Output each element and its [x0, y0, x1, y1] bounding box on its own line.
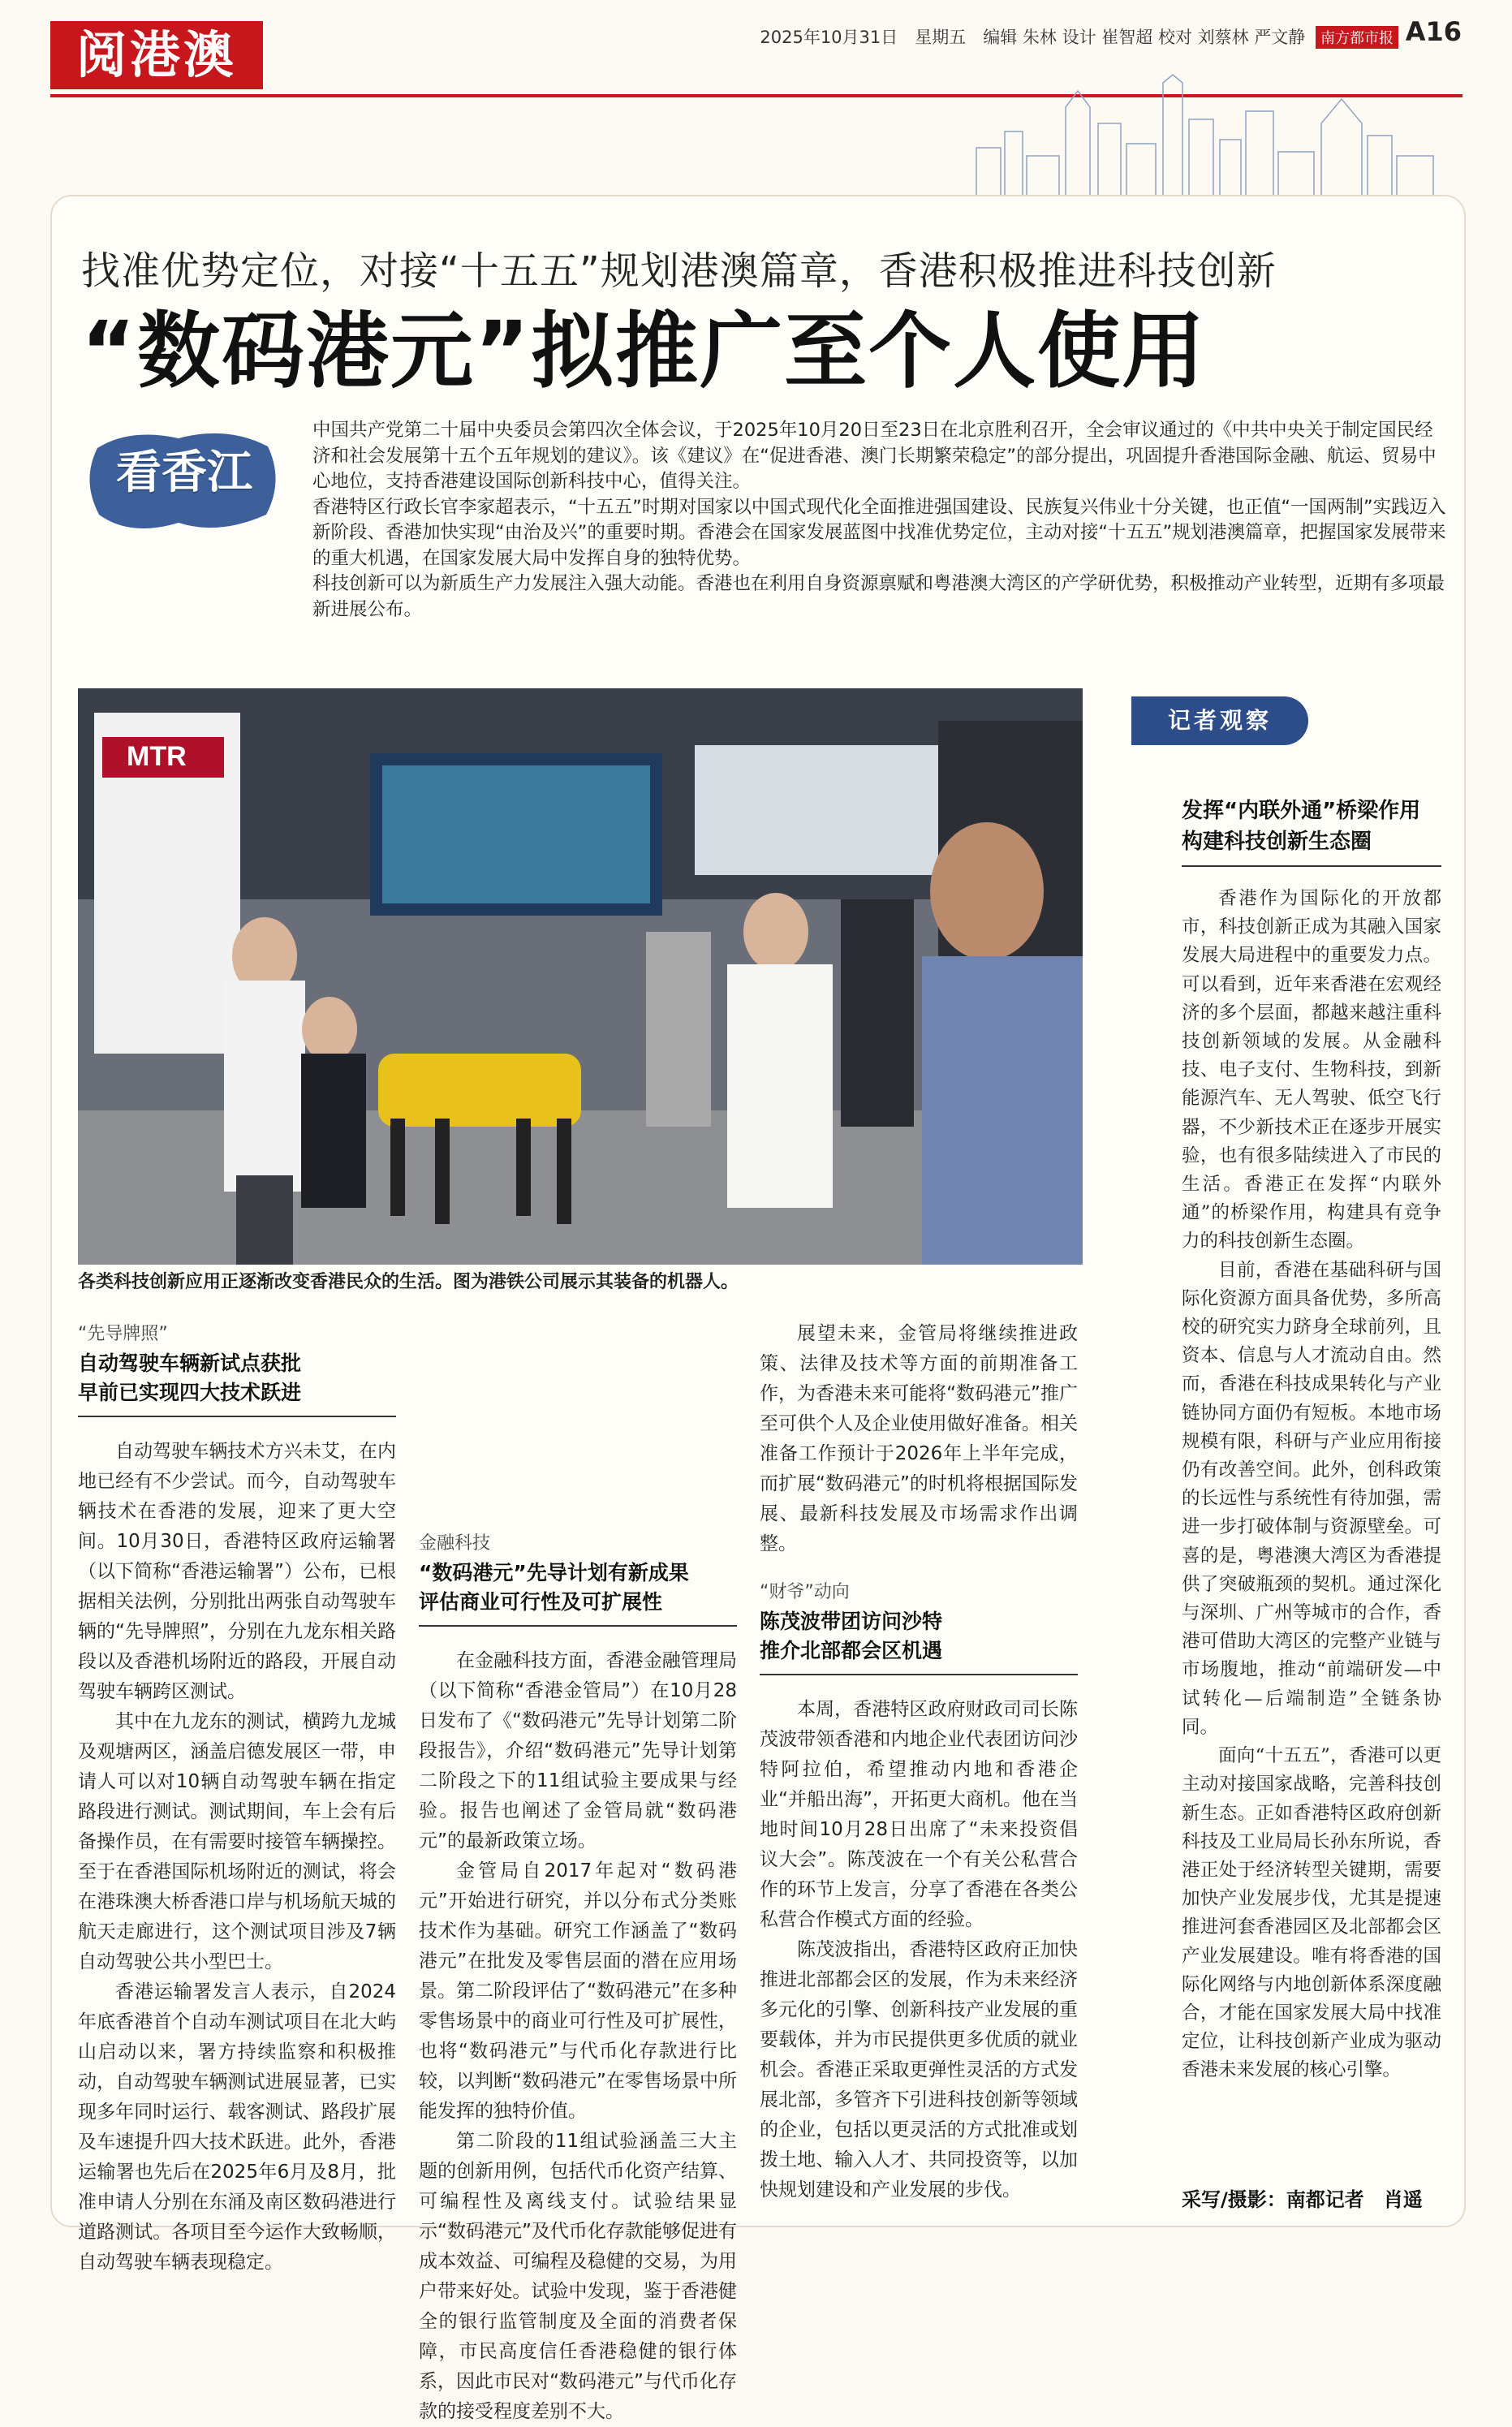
body-paragraph: 其中在九龙东的测试，横跨九龙城及观塘两区，涵盖启德发展区一带，申请人可以对10辆自动驾驶车辆在指定路段进行测试。测试期间，车上会有后备操作员，在有需要时接管车辆操控。至于在香港国际机场附近的测试，将会在港珠澳大桥香港口岸与机场航天城的航天走廊进行，这个测试项目涉及7辆自动驾驶公共小型巴士。	[78, 1711, 396, 1972]
section-divider	[78, 1416, 396, 1417]
skyline-illustration	[960, 75, 1447, 196]
column-autonomous-driving	[78, 1319, 396, 2278]
section-divider	[419, 1625, 737, 1627]
article-headline: “数码港元”拟推广至个人使用	[81, 304, 1207, 400]
page-number: A16	[1405, 16, 1462, 47]
sidebar-paragraph: 香港作为国际化的开放都市，科技创新正成为其融入国家发展大局进程中的重要发力点。可以看到，近年来香港在宏观经济的多个层面，都越来越注重科技创新领域的发展。从金融科技、电子支付、生物科技，到新能源汽车、无人驾驶、低空飞行器，不少新技术正在逐步开展实验，也有很多陆续进入了市民的生活。香港正在发挥“内联外通”的桥梁作用，构建具有竞争力的科技创新生态圈。	[1182, 888, 1441, 1252]
photo-caption: 各类科技创新应用正逐渐改变香港民众的生活。图为港铁公司展示其装备的机器人。	[78, 1272, 739, 1292]
body-paragraph: 展望未来，金管局将继续推进政策、法律及技术等方面的前期准备工作，为香港未来可能将“数码港元”推广至可供个人及企业使用做好准备。相关准备工作预计于2026年上半年完成，而扩展“数码港元”的时机将根据国际发展、最新科技发展及市场需求作出调整。	[760, 1323, 1078, 1554]
date-editor-line: 2025年10月31日 星期五 编辑 朱林 设计 崔智超 校对 刘蔡林 严文静	[760, 28, 1306, 47]
brand-logo: 南方都市报	[1316, 26, 1398, 49]
section-title: 陈茂波带团访问沙特	[760, 1610, 943, 1633]
sidebar-byline: 采写/摄影：南都记者 肖遥	[1182, 2188, 1423, 2211]
article-intro	[312, 418, 1449, 623]
mtr-sign: MTR	[127, 741, 187, 772]
sidebar-title-line: 发挥“内联外通”桥梁作用	[1182, 799, 1421, 823]
body-paragraph: 本周，香港特区政府财政司司长陈茂波带领香港和内地企业代表团访问沙特阿拉伯，希望推动内地和香港企业“并船出海”，开拓更大商机。他在当地时间10月28日出席了“未来投资倡议大会”。陈茂波在一个有关公私营合作的环节上发言，分享了香港在各类公私营合作模式方面的经验。	[760, 1699, 1078, 1930]
sidebar-paragraph: 目前，香港在基础科研与国际化资源方面具备优势，多所高校的研究实力跻身全球前列，且资本、信息与人才流动自由。然而，香港在科技成果转化与产业链协同方面仍有短板。本地市场规模有限，科研与产业应用衔接仍有改善空间。此外，创科政策的长远性与系统性有待加强，需进一步打破体制与资源壁垒。可喜的是，粤港澳大湾区为香港提供了突破瓶颈的契机。通过深化与深圳、广州等城市的合作，香港可借助大湾区的完整产业链与市场腹地，推动“前端研发—中试转化—后端制造”全链条协同。	[1182, 1259, 1441, 1738]
body-paragraph: 在金融科技方面，香港金融管理局（以下简称“香港金管局”）在10月28日发布了《“数码港元”先导计划第二阶段报告》，介绍“数码港元”先导计划第二阶段之下的11组试验主要成果与经验。报告也阐述了金管局就“数码港元”的最新政策立场。	[419, 1650, 737, 1852]
section-title: 推介北部都会区机遇	[760, 1639, 943, 1662]
column-financial-secretary	[760, 1319, 1078, 2205]
section-kicker: “财爷”动向	[760, 1582, 850, 1602]
body-paragraph: 自动驾驶车辆技术方兴未艾，在内地已经有不少尝试。而今，自动驾驶车辆技术在香港的发展，迎来了更大空间。10月30日，香港特区政府运输署（以下简称“香港运输署”）公布，已根据相关法例，分别批出两张自动驾驶车辆的“先导牌照”，分别在九龙东相关路段以及香港机场附近的路段，开展自动驾驶车辆跨区测试。	[78, 1441, 396, 1702]
section-title: 评估商业可行性及可扩展性	[419, 1590, 663, 1614]
column-badge-label: 看香江	[116, 446, 252, 499]
body-paragraph: 第二阶段的11组试验涵盖三大主题的创新用例，包括代币化资产结算、可编程性及离线支付。试验结果显示“数码港元”及代币化存款能够促进有成本效益、可编程及稳健的交易，为用户带来好处。试验中发现，鉴于香港健全的银行监管制度及全面的消费者保障，市民高度信任香港稳健的银行体系，因此市民对“数码港元”与代币化存款的接受程度差别不大。	[419, 2131, 737, 2422]
sidebar-title	[1182, 795, 1441, 857]
intro-paragraph: 香港特区行政长官李家超表示，“十五五”时期对国家以中国式现代化全面推进强国建设、民族复兴伟业十分关键，也正值“一国两制”实践迈入新阶段、香港加快实现“由治及兴”的重要时期。香港会在国家发展蓝图中找准优势定位，主动对接“十五五”规划港澳篇章，把握国家发展带来的重大机遇，在国家发展大局中发挥自身的独特优势。	[312, 496, 1446, 569]
intro-paragraph: 中国共产党第二十届中央委员会第四次全体会议，于2025年10月20日至23日在北京胜利召开，全会审议通过的《中共中央关于制定国民经济和社会发展第十五个五年规划的建议》。该《建议》在“促进香港、澳门长期繁荣稳定”的部分提出，巩固提升香港国际金融、航运、贸易中心地位，支持香港建设国际创新科技中心，值得关注。	[312, 420, 1437, 492]
sidebar-title-line: 构建科技创新生态圈	[1182, 830, 1372, 854]
article-subtitle: 找准优势定位，对接“十五五”规划港澳篇章，香港积极推进科技创新	[81, 248, 1277, 294]
sidebar-tag: 记者观察	[1131, 696, 1308, 745]
column-fintech	[419, 1319, 737, 2422]
section-title: 早前已实现四大技术跃进	[78, 1381, 302, 1404]
section-title: “数码港元”先导计划有新成果	[419, 1561, 689, 1584]
sidebar-divider	[1182, 865, 1441, 867]
column-spacer	[419, 1319, 737, 1528]
header-date-line	[760, 24, 1398, 49]
section-kicker: “先导牌照”	[78, 1324, 168, 1344]
body-paragraph: 香港运输署发言人表示，自2024年底香港首个自动车测试项目在北大屿山启动以来，署方持续监察和积极推动，自动驾驶车辆测试进展显著，已实现多年同时运行、载客测试、路段扩展及车速提升四大技术跃进。此外，香港运输署也先后在2025年6月及8月，批准申请人分别在东涌及南区数码港进行道路测试。各项目至今运作大致畅顺，自动驾驶车辆表现稳定。	[78, 1981, 396, 2273]
sidebar-body	[1182, 885, 1441, 2085]
body-paragraph: 金管局自2017年起对“数码港元”开始进行研究，并以分布式分类账技术作为基础。研究工作涵盖了“数码港元”在批发及零售层面的潜在应用场景。第二阶段评估了“数码港元”在多种零售场景中的商业可行性及可扩展性，也将“数码港元”与代币化存款进行比较，以判断“数码港元”在零售场景中所能发挥的独特价值。	[419, 1860, 737, 2122]
robot-dog-photo	[78, 688, 1083, 1265]
section-masthead: 阅港澳	[50, 21, 263, 89]
section-kicker: 金融科技	[419, 1533, 491, 1554]
intro-paragraph: 科技创新可以为新质生产力发展注入强大动能。香港也在利用自身资源禀赋和粤港澳大湾区的产学研优势，积极推动产业转型，近期有多项最新进展公布。	[312, 573, 1445, 620]
sidebar-paragraph: 面向“十五五”，香港可以更主动对接国家战略，完善科技创新生态。正如香港特区政府创新科技及工业局局长孙东所说，香港正处于经济转型关键期，需要加快产业发展步伐，尤其是提速推进河套香港园区及北部都会区产业发展建设。唯有将香港的国际化网络与内地创新体系深度融合，才能在国家发展大局中找准定位，让科技创新产业成为驱动香港未来发展的核心引擎。	[1182, 1745, 1441, 2081]
body-paragraph: 陈茂波指出，香港特区政府正加快推进北部都会区的发展，作为未来经济多元化的引擎、创新科技产业发展的重要载体，并为市民提供更多优质的就业机会。香港正采取更弹性灵活的方式发展北部，多管齐下引进科技创新等领域的企业，包括以更灵活的方式批准或划拨土地、输入人才、共同投资等，以加快规划建设和产业发展的步伐。	[760, 1939, 1078, 2201]
section-title: 自动驾驶车辆新试点获批	[78, 1351, 302, 1375]
section-divider	[760, 1674, 1078, 1675]
